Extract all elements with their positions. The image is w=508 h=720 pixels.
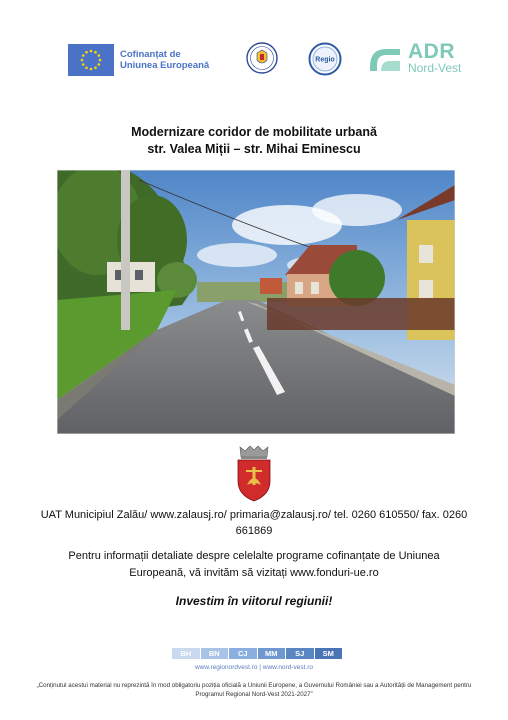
county-badge: BH [172, 648, 200, 659]
county-badge: SM [315, 648, 343, 659]
regio-logo [308, 42, 342, 76]
eu-flag-icon [68, 44, 114, 76]
adr-logo-sub: Nord-Vest [408, 61, 462, 75]
project-title [0, 124, 508, 158]
contact-info: UAT Municipiul Zalău/ www.zalausj.ro/ primaria@zalausj.ro/ tel. 0260 610550/ fax. 0260 661869 [40, 509, 468, 537]
regio-logo-label: Regio [315, 56, 335, 64]
info-paragraph: Pentru informații detaliate despre celelalte programe cofinanțate de Uniunea Europeană, vă invităm să vizitați www.fonduri-ue.ro [68, 550, 440, 579]
project-title-line2: str. Valea Miții – str. Mihai Eminescu [147, 142, 361, 156]
eu-cofinance-logo [68, 44, 209, 76]
romanian-government-logo [246, 42, 278, 74]
disclaimer: „Conținutul acestui material nu reprezintă în mod obligatoriu poziția oficială a Uniunii Europene, a Guvernului României sau a Autorității de Management pentru Programul Regional Nord-Vest 2021-2027” [36, 682, 472, 698]
county-badge: BN [201, 648, 229, 659]
street-photo [57, 170, 455, 434]
eu-logo-text [120, 49, 209, 71]
adr-nord-vest-logo [366, 42, 461, 75]
county-badge: CJ [229, 648, 257, 659]
slogan: Investim în viitorul regiunii! [175, 594, 333, 608]
adr-mark-icon [366, 43, 404, 75]
county-badge: SJ [286, 648, 314, 659]
project-title-line1: Modernizare coridor de mobilitate urbană [131, 125, 377, 139]
zalau-coat-of-arms [234, 445, 274, 503]
county-bar [172, 648, 343, 659]
eu-logo-text-line1: Cofinanțat de [120, 49, 181, 60]
adr-logo-main: ADR [408, 40, 455, 63]
eu-logo-text-line2: Uniunea Europeană [120, 60, 210, 71]
footer-links: www.regionordvest.ro | www.nord-vest.ro [194, 664, 313, 671]
county-badge: MM [258, 648, 286, 659]
logos-row [0, 40, 508, 84]
